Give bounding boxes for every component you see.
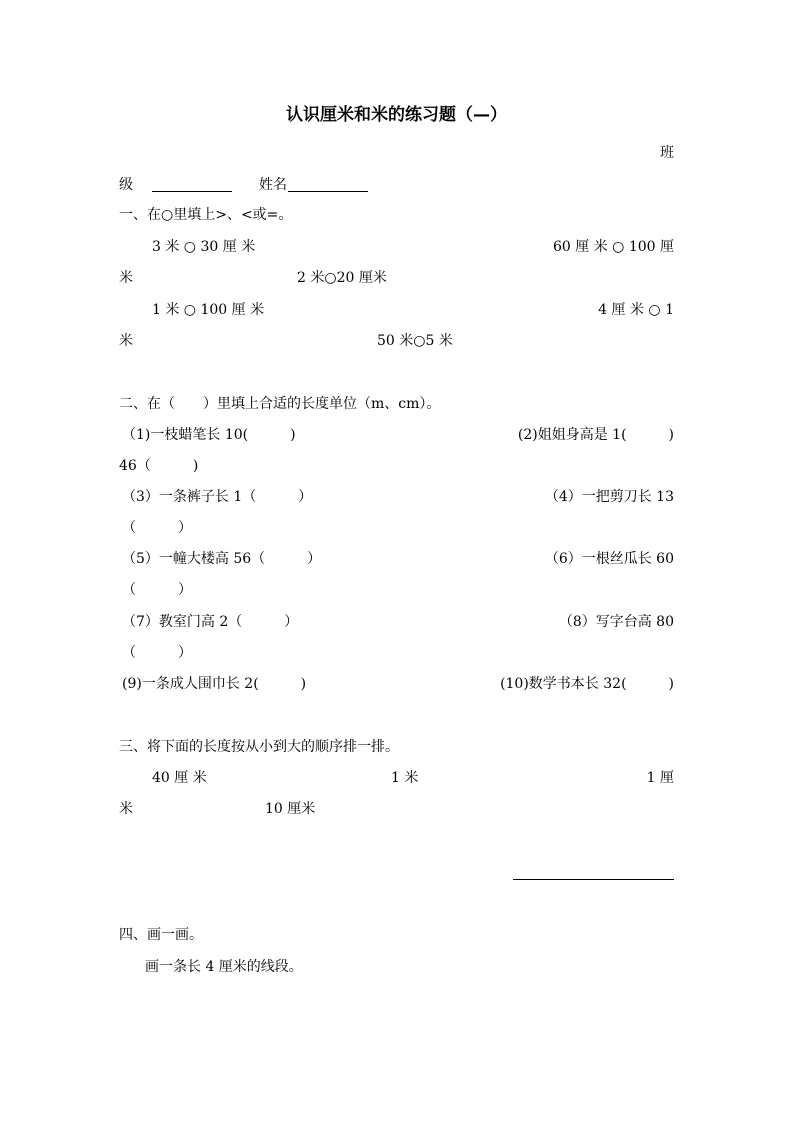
section4-heading: 四、画一画。 <box>119 927 203 943</box>
s1-line4-mid: 50 米○5 米 <box>377 333 453 349</box>
ordering-answer-line[interactable] <box>513 879 674 880</box>
name-label: 姓名 <box>259 177 287 193</box>
s3-line1-mid: 1 米 <box>391 770 419 786</box>
section3-heading: 三、将下面的长度按从小到大的顺序排一排。 <box>119 739 399 755</box>
section1-heading: 一、在○里填上>、<或=。 <box>119 207 293 223</box>
s1-line2-mid: 2 米○20 厘米 <box>297 270 387 286</box>
s2-item1: （1)一枝蜡笔长 10( ) <box>122 427 296 443</box>
s1-line1-left: 3 米 ○ 30 厘 米 <box>152 239 256 255</box>
s2-item4-cont: （ ） <box>122 520 192 536</box>
class-blank[interactable] <box>152 191 232 192</box>
s3-line2-left: 米 <box>119 801 133 817</box>
s3-line1-right: 1 厘 <box>646 770 674 786</box>
s2-item6: （6）一根丝瓜长 60 <box>544 551 674 567</box>
s3-line1-left: 40 厘 米 <box>152 770 207 786</box>
s1-line3-left: 1 米 ○ 100 厘 米 <box>152 302 265 318</box>
s1-line2-left: 米 <box>119 270 133 286</box>
s2-item4: （4）一把剪刀长 13 <box>544 489 674 505</box>
s3-line2-mid: 10 厘米 <box>265 801 316 817</box>
s2-item10: (10)数学书本长 32( ) <box>500 676 674 692</box>
s2-item7: （7）教室门高 2（ ） <box>122 614 299 630</box>
s2-item8: （8）写字台高 80 <box>558 614 674 630</box>
page-title: 认识厘米和米的练习题（—） <box>286 105 507 125</box>
s2-item6-cont: （ ） <box>122 582 192 598</box>
s1-line3-right: 4 厘 米 ○ 1 <box>598 302 674 318</box>
s1-line1-right: 60 厘 米 ○ 100 厘 <box>552 239 674 255</box>
class-label-part1: 班 <box>660 145 674 161</box>
s2-item2: (2)姐姐身高是 1( ) <box>517 427 674 443</box>
s2-item5: （5）一幢大楼高 56（ ） <box>122 551 322 567</box>
s2-item9: (9)一条成人围巾长 2( ) <box>122 676 307 692</box>
section2-heading: 二、在（ ）里填上合适的长度单位（m、cm）。 <box>119 396 441 412</box>
s2-item2-cont: 46（ ) <box>119 458 199 474</box>
s1-line4-left: 米 <box>119 333 133 349</box>
s2-item8-cont: （ ） <box>122 645 192 661</box>
class-label-part2: 级 <box>119 177 133 193</box>
s2-item3: （3）一条裤子长 1（ ） <box>122 489 313 505</box>
name-blank[interactable] <box>288 191 368 192</box>
section4-instruction: 画一条长 4 厘米的线段。 <box>145 959 303 975</box>
